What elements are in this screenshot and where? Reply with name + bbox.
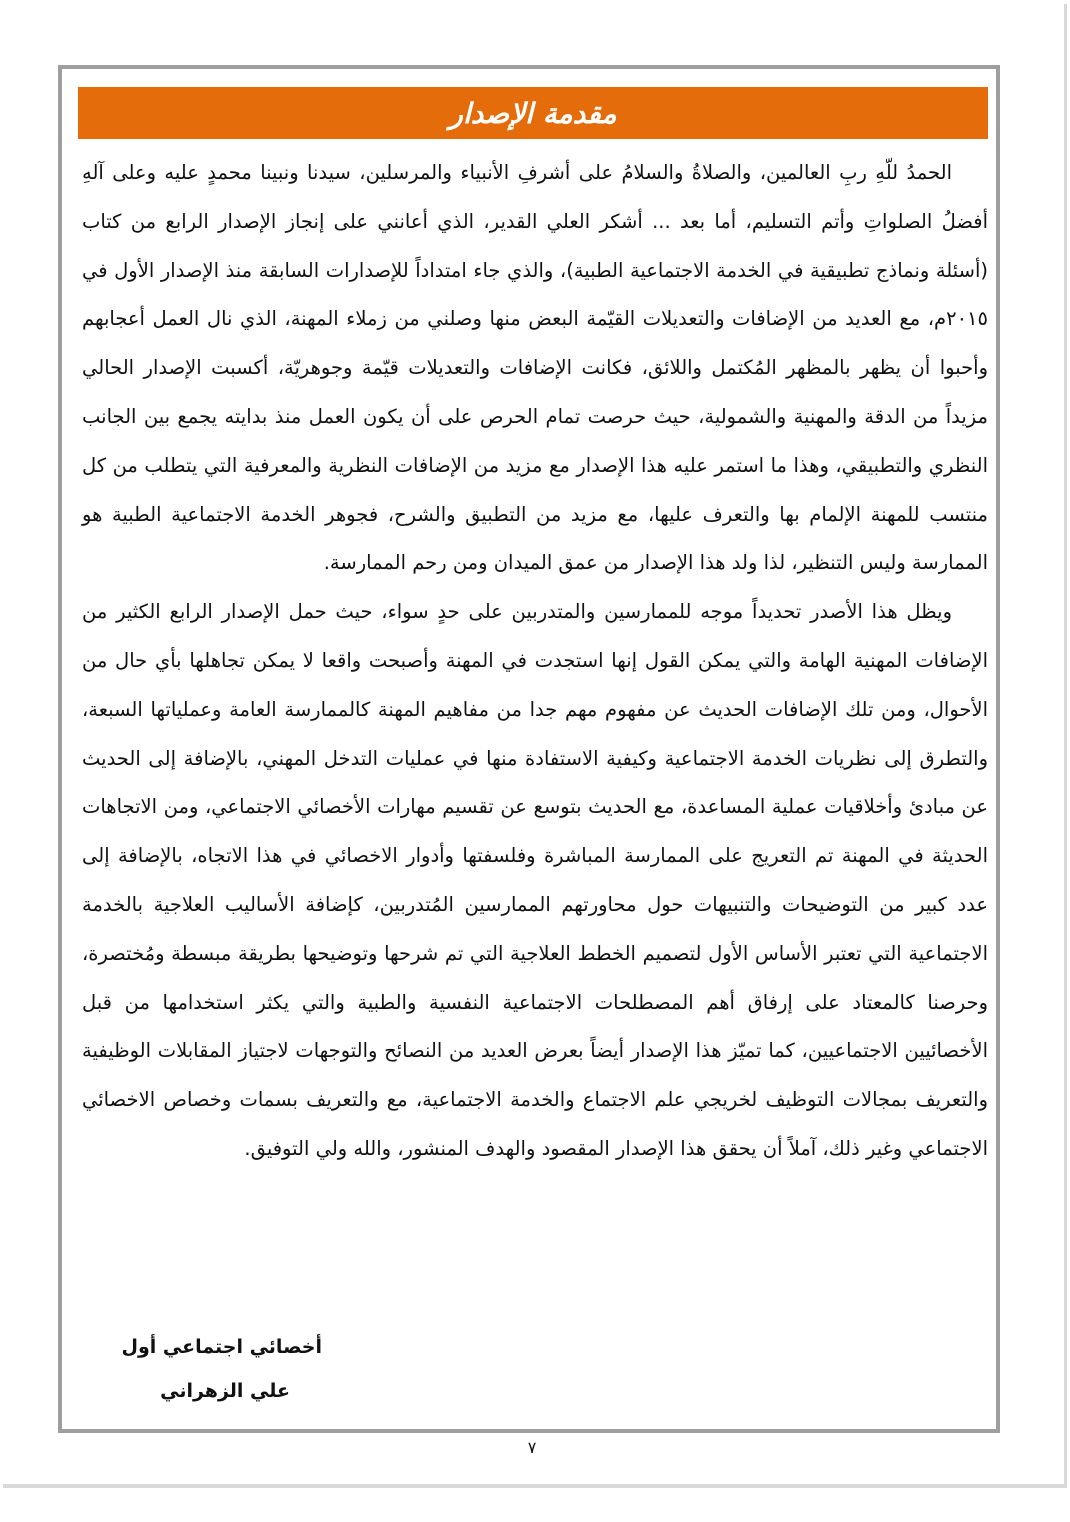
page-title: مقدمة الإصدار <box>449 96 617 130</box>
paragraph-2: ويظل هذا الأصدر تحديداً موجه للممارسين والمتدربين على حدٍ سواء، حيث حمل الإصدار الرابع الكثير من الإضافات المهنية الهامة والتي يمكن القول إنها استجدت في المهنة وأصبحت واقعا لا يمكن تجاهلها بأي حال من الأحوال، ومن تلك الإضافات الحديث عن مفهوم مهم جدا من مفاهيم المهنة كالممارسة العامة وعملياتها السبعة، والتطرق إلى نظريات الخدمة الاجتماعية وكيفية الاستفادة منها في عمليات التدخل المهني، بالإضافة إلى الحديث عن مبادئ وأخلاقيات عملية المساعدة، مع الحديث بتوسع عن تقسيم مهارات الأخصائي الاجتماعي، ومن الاتجاهات الحديثة في المهنة تم التعريج على الممارسة المباشرة وفلسفتها وأدوار الاخصائي في هذا الاتجاه، بالإضافة إلى عدد كبير من التوضيحات والتنبيهات حول محاورتهم الممارسين المُتدربين، كإضافة الأساليب العلاجية بالخدمة الاجتماعية التي تعتبر الأساس الأول لتصميم الخطط العلاجية التي تم شرحها وتوضيحها بطريقة مبسطة ومُختصرة، وحرصنا كالمعتاد على إرفاق أهم المصطلحات الاجتماعية النفسية والطبية والتي يكثر استخدامها من قبل الأخصائيين الاجتماعيين، كما تميّز هذا الإصدار أيضاً بعرض العديد من النصائح والتوجهات لاجتياز المقابلات الوظيفية والتعريف بمجالات التوظيف لخريجي علم الاجتماع والخدمة الاجتماعية، مع والتعريف بسمات وخصاص الاخصائي الاجتماعي وغير ذلك، آملاً أن يحقق هذا الإصدار المقصود والهدف المنشور، والله ولي التوفيق. <box>82 600 988 1160</box>
paragraph-1: الحمدُ للّهِ ربِ العالمين، والصلاةُ والسلامُ على أشرفِ الأنبياء والمرسلين، سيدنا ونبينا محمدٍ عليه وعلى آلهِ أفضلُ الصلواتِ وأتم التسليم، أما بعد ... أشكر العلي القدير، الذي أعانني على إنجاز الإصدار الرابع من كتاب (أسئلة ونماذج تطبيقية في الخدمة الاجتماعية الطبية)، والذي جاء امتداداً للإصدارات السابقة منذ الإصدار الأول في ٢٠١٥م، مع العديد من الإضافات والتعديلات القيّمة البعض منها وصلني من زملاء المهنة، الذي نال العمل أعجابهم وأحبوا أن يظهر بالمظهر المُكتمل واللائق، فكانت الإضافات والتعديلات قيّمة وجوهريّة، أكسبت الإصدار الحالي مزيداً من الدقة والمهنية والشمولية، حيث حرصت تمام الحرص على أن يكون العمل منذ بدايته يجمع بين الجانب النظري والتطبيقي، وهذا ما استمر عليه هذا الإصدار مع مزيد من الإضافات النظرية والمعرفية التي يتطلب من كل منتسب للمهنة الإلمام بها والتعرف عليها، مع مزيد من التطبيق والشرح، فجوهر الخدمة الاجتماعية الطبية هو الممارسة وليس التنظير، لذا ولد هذا الإصدار من عمق الميدان ومن رحم الممارسة. <box>82 161 988 575</box>
page-number: ٧ <box>527 1438 537 1457</box>
page-frame <box>58 65 1000 1433</box>
body-text <box>82 149 988 1174</box>
signature-block <box>82 1325 322 1413</box>
signature-title: أخصائي اجتماعي أول <box>121 1336 322 1358</box>
title-banner <box>78 87 988 139</box>
signature-name: علي الزهراني <box>160 1380 290 1402</box>
